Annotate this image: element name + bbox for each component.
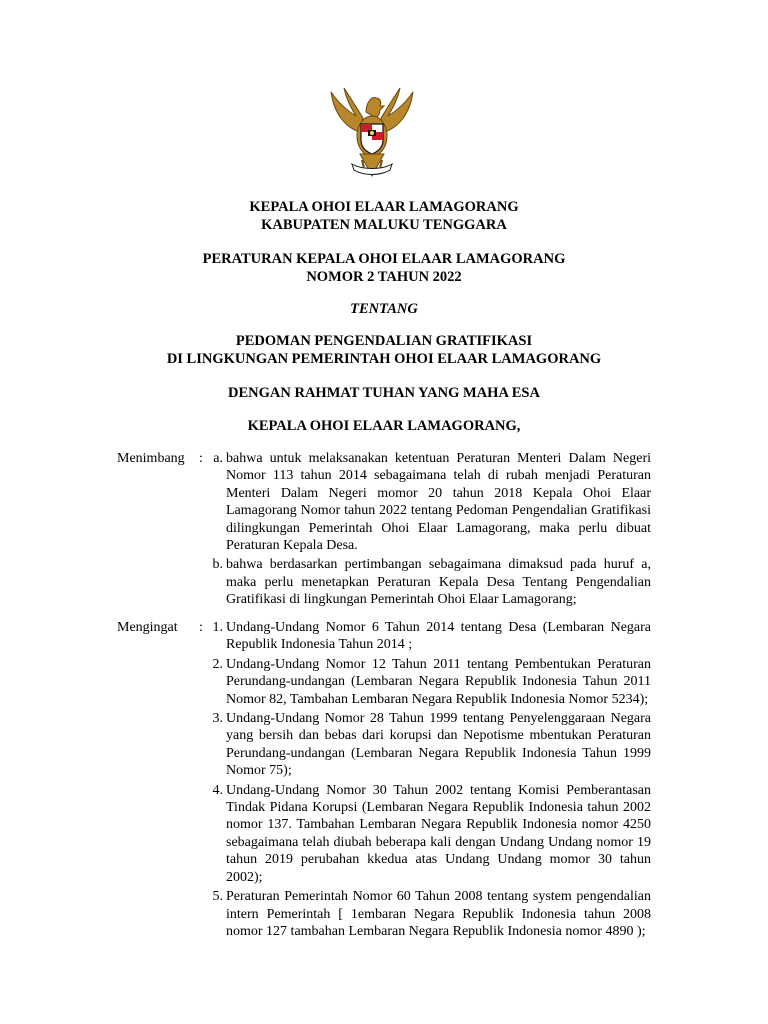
item-text: bahwa berdasarkan pertimbangan sebagaimana dimaksud pada huruf a, maka perlu menetapkan Peraturan Kepala Desa Tentang Pengendalian Gratifikasi di lingkungan Pemerintah Ohoi Elaar Lamagorang; [226,557,651,608]
subject-line-2: DI LINGKUNGAN PEMERINTAH OHOI ELAAR LAMAGORANG [166,351,602,367]
subject-line-1: PEDOMAN PENGENDALIAN GRATIFIKASI [235,333,533,349]
regulation-number: NOMOR 2 TAHUN 2022 [306,269,462,285]
item-text: bahwa untuk melaksanakan ketentuan Peraturan Menteri Dalam Negeri Nomor 113 tahun 2014 sebagaimana telah di rubah menjadi Peraturan Menteri Dalam Negeri momor 20 tahun 2018 Kepala Ohoi Elaar Lamagorang Nomor tahun 2022 tentang Pedoman Pengendalian Gratifikasi dilingkungan Pemerintah Ohoi Elaar Lamagorang, maka perlu dibuat Peraturan Kepala Desa. [226,451,651,554]
issuer-line-2: KABUPATEN MALUKU TENGGARA [261,217,507,233]
item-marker: a. [213,451,223,466]
regulation-title: PERATURAN KEPALA OHOI ELAAR LAMAGORANG [202,251,566,267]
menimbang-section [0,450,768,609]
item-marker: 2. [212,656,223,672]
list-item [0,710,768,780]
item-marker: b. [212,557,223,573]
tentang-heading: TENTANG [350,301,418,317]
item-text: Undang-Undang Nomor 12 Tahun 2011 tentang Pembentukan Peraturan Perundang-undangan (Lembaran Negara Republik Indonesia Tahun 2011 Nomor 82, Tambahan Lembaran Negara Republik Indonesia Nomor 5234); [226,656,651,707]
list-item [0,782,768,886]
item-marker: 4. [212,782,223,798]
item-marker: 3. [212,711,223,727]
item-marker: 5. [212,889,223,905]
menimbang-label: Menimbang [117,451,185,466]
mengingat-section [0,619,768,940]
list-item [0,619,768,654]
list-item [0,556,768,608]
list-item [0,888,768,940]
item-text: Undang-Undang Nomor 6 Tahun 2014 tentang Desa (Lembaran Negara Republik Indonesia Tahun 2014 ; [226,620,651,653]
rahmat-line: DENGAN RAHMAT TUHAN YANG MAHA ESA [228,385,540,401]
item-text: Peraturan Pemerintah Nomor 60 Tahun 2008 tentang system pengendalian intern Pemerintah [ 1embaran Negara Republik Indonesia tahun 2008 nomor 127 tambahan Lembaran Negara Republik Indonesia nomor 4890 ); [226,889,651,939]
menimbang-colon: : [199,451,203,466]
item-text: Undang-Undang Nomor 30 Tahun 2002 tentang Komisi Pemberantasan Tindak Pidana Korupsi (Lembaran Negara Republik Indonesia tahun 2002 nomor 137. Tambahan Lembaran Negara Republik Indonesia nomor 4250 sebagaimana telah diubah beberapa kali dengan Undang Undang nomor 19 tahun 2019 perubahan kkedua atas Undang Undang momor 30 tahun 2002); [226,782,651,885]
mengingat-label: Mengingat [117,620,178,635]
item-marker: 1. [212,620,223,635]
list-item [0,656,768,708]
item-text: Undang-Undang Nomor 28 Tahun 1999 tentang Penyelenggaraan Negara yang bersih dan bebas dari korupsi dan Nepotisme mbentukan Peraturan Perundang-undangan (Lembaran Negara Republik Indonesia Tahun 1999 Nomor 75); [226,711,651,779]
mengingat-colon: : [199,620,203,635]
issuer-line-1: KEPALA OHOI ELAAR LAMAGORANG [249,199,519,215]
official-line: KEPALA OHOI ELAAR LAMAGORANG, [247,418,521,434]
garuda-emblem [326,84,418,184]
list-item [0,450,768,554]
